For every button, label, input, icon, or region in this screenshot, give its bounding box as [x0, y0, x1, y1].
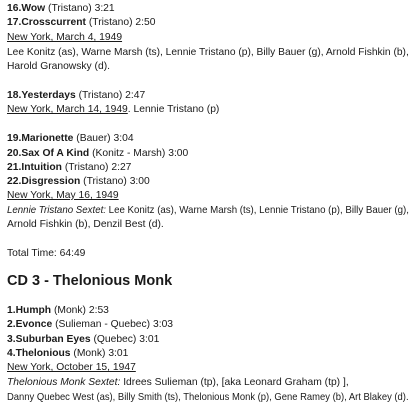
track-number: 21.: [7, 162, 22, 173]
track-title: Thelonious: [15, 348, 71, 359]
track-line: [7, 347, 128, 361]
track-title: Wow: [21, 3, 46, 14]
track-title: Intuition: [21, 162, 62, 173]
personnel-text: Lee Konitz (as), Warne Marsh (ts), Lennie Tristano (p), Billy Bauer (g), Arnold Fishkin (b),: [7, 47, 409, 58]
track-line: [7, 161, 131, 175]
total-time-text: Total Time: 64:49: [7, 248, 86, 259]
personnel-text: Danny Quebec West (as), Billy Smith (ts), Thelonious Monk (p), Gene Ramey (b), Art Blakey (d).: [7, 392, 409, 403]
track-line: [7, 89, 145, 103]
track-composer: (Tristano): [48, 3, 92, 14]
session-line: [7, 103, 219, 117]
track-title: Disgression: [21, 176, 81, 187]
personnel-line: [7, 218, 164, 232]
track-number: 3.: [7, 334, 16, 345]
personnel-line: [7, 376, 349, 390]
personnel-line: [7, 60, 110, 74]
track-composer: (Tristano): [88, 17, 133, 28]
track-title: Suburban Eyes: [15, 334, 91, 345]
track-title: Sax Of A Kind: [21, 148, 90, 159]
personnel-text: Idrees Sulieman (tp), [aka Leonard Graham (tp) ],: [120, 377, 349, 388]
track-time: 2:50: [135, 17, 156, 28]
cd-heading-text: CD 3 - Thelonious Monk: [7, 273, 173, 289]
track-number: 4.: [7, 348, 16, 359]
track-number: 17.: [7, 17, 22, 28]
track-line: [7, 16, 155, 30]
personnel-line: [7, 391, 409, 405]
track-line: [7, 132, 134, 146]
track-composer: (Konitz - Marsh): [92, 148, 166, 159]
personnel-text: Harold Granowsky (d).: [7, 61, 110, 72]
session-line: [7, 31, 122, 45]
total-time: [7, 247, 85, 261]
track-title: Crosscurrent: [21, 17, 86, 28]
track-time: 2:47: [125, 90, 146, 101]
track-time: 3:01: [139, 334, 160, 345]
track-number: 19.: [7, 133, 22, 144]
track-title: Humph: [15, 305, 52, 316]
track-composer: (Quebec): [93, 334, 137, 345]
track-number: 18.: [7, 90, 22, 101]
session-date: New York, October 15, 1947: [7, 362, 136, 373]
track-time: 3:01: [108, 348, 129, 359]
session-date: New York, May 16, 1949: [7, 190, 119, 201]
session-line: [7, 189, 119, 203]
track-time: 3:00: [129, 176, 150, 187]
track-composer: (Tristano): [64, 162, 109, 173]
track-time: 3:03: [152, 319, 174, 330]
track-composer: (Sulieman - Quebec): [55, 319, 151, 330]
track-time: 3:21: [94, 3, 115, 14]
track-line: [7, 304, 109, 318]
cd-heading: [7, 272, 172, 290]
session-date: New York, March 4, 1949: [7, 32, 123, 43]
track-number: 16.: [7, 3, 22, 14]
track-composer: (Bauer): [76, 133, 111, 144]
track-line: [7, 318, 173, 332]
track-title: Evonce: [15, 319, 53, 330]
track-time: 3:04: [113, 133, 134, 144]
track-line: [7, 147, 188, 161]
track-number: 1.: [7, 305, 16, 316]
band-name: Thelonious Monk Sextet:: [7, 377, 121, 388]
session-line: [7, 361, 136, 375]
track-composer: (Monk): [53, 305, 86, 316]
personnel-text: Arnold Fishkin (b), Denzil Best (d).: [7, 219, 164, 230]
track-number: 22.: [7, 176, 22, 187]
track-number: 20.: [7, 148, 22, 159]
band-name: Lennie Tristano Sextet:: [7, 205, 106, 216]
track-line: [7, 175, 150, 189]
track-time: 2:27: [111, 162, 132, 173]
track-line: [7, 333, 159, 347]
track-composer: (Tristano): [83, 176, 127, 187]
track-composer: (Tristano): [78, 90, 123, 101]
personnel-text: Lee Konitz (as), Warne Marsh (ts), Lennie Tristano (p), Billy Bauer (g),: [105, 205, 409, 216]
personnel-line: [7, 204, 409, 218]
session-date: New York, March 14, 1949: [7, 104, 128, 115]
track-time: 3:00: [168, 148, 189, 159]
track-line: [7, 2, 115, 16]
personnel-text: . Lennie Tristano (p): [127, 104, 220, 115]
track-composer: (Monk): [73, 348, 106, 359]
personnel-line: [7, 46, 409, 60]
track-number: 2.: [7, 319, 16, 330]
track-title: Yesterdays: [21, 90, 76, 101]
track-time: 2:53: [88, 305, 109, 316]
track-title: Marionette: [21, 133, 74, 144]
